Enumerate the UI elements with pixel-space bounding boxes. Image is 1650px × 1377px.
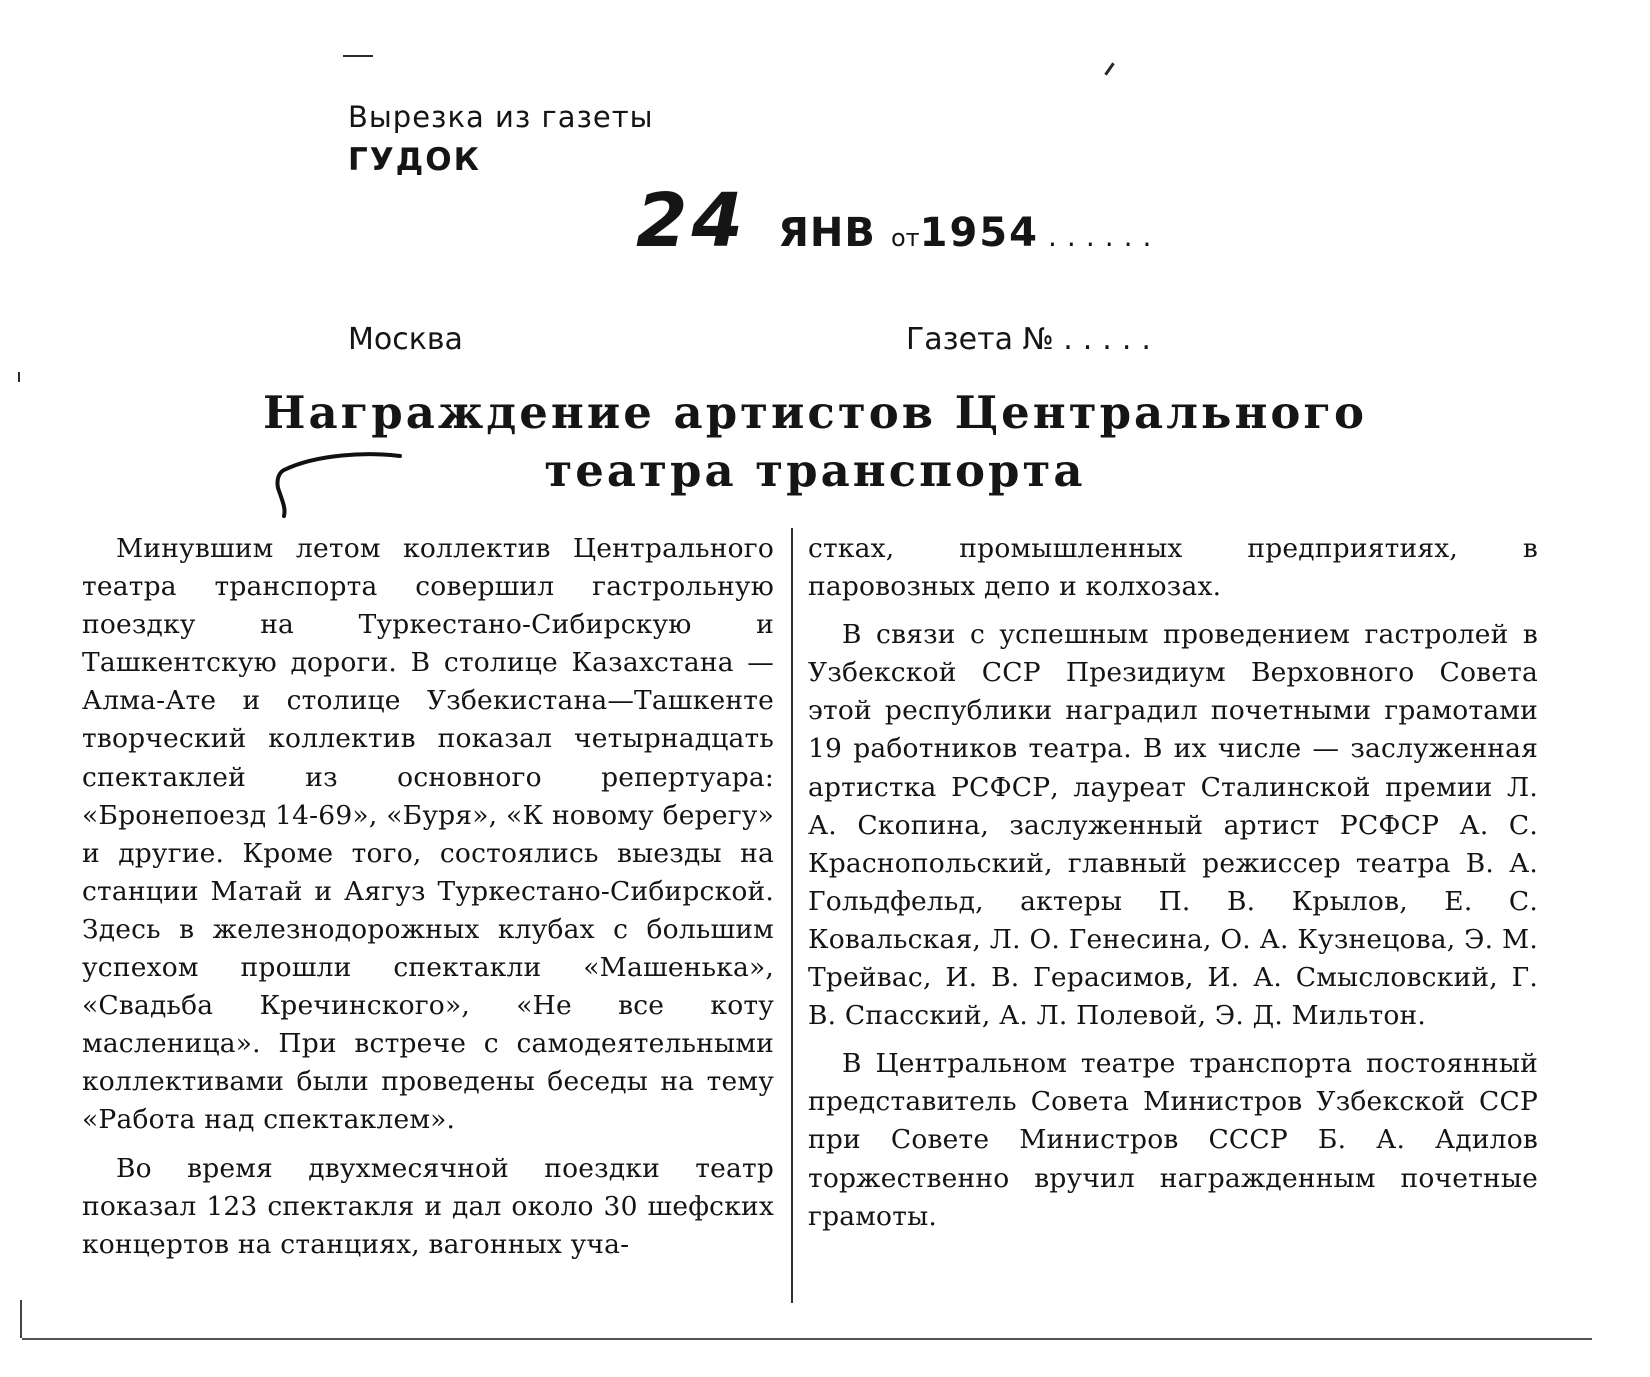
article-paragraph: стках, промышленных предприятиях, в паровозных депо и колхозах. xyxy=(808,533,1538,603)
pencil-mark-icon xyxy=(272,448,402,518)
issue-dots: ..... xyxy=(1063,322,1161,357)
date-year: 1954 xyxy=(919,210,1039,256)
article-paragraph: В Центральном театре транспорта постоянный представитель Совета Министров Узбекской ССР при Совете Министров СССР Б. А. Адилов торжественно вручил награжденным почетные грамоты. xyxy=(808,1048,1538,1232)
date-day: 24 xyxy=(636,178,747,264)
clipping-label: Вырезка из газеты xyxy=(348,100,654,134)
article-headline xyxy=(240,384,1390,500)
bottom-rule xyxy=(22,1338,1592,1340)
date-month: ЯНВ xyxy=(778,210,876,256)
article-paragraph: В связи с успешным проведением гастролей в Узбекской ССР Президиум Верховного Совета этой республики наградил почетными грамотами 19 работников театра. В их числе — заслуженная артистка РСФСР, лауреат Сталинской премии Л. А. Скопина, заслуженный артист РСФСР А. С. Краснопольский, главный режиссер театра В. А. Гольдфельд, актеры П. В. Крылов, Е. С. Ковальская, Л. О. Генесина, О. А. Кузнецова, Э. М. Трейвас, И. В. Герасимов, И. А. Смысловский, Г. В. Спасский, А. Л. Полевой, Э. Д. Мильтон. xyxy=(808,619,1538,1032)
scan-edge-mark xyxy=(18,372,20,382)
date-dots: ...... xyxy=(1048,220,1162,253)
article-paragraph: Во время двухмесячной поездки театр показал 123 спектакля и дал около 30 шефских концертов на станциях, вагонных уча- xyxy=(82,1152,774,1260)
scan-tick-mark xyxy=(1104,62,1114,75)
article-column-left xyxy=(82,530,774,1274)
bottom-left-edge xyxy=(20,1300,22,1338)
headline-line-2: театра транспорта xyxy=(544,444,1086,497)
column-divider xyxy=(791,528,793,1303)
headline-line-1: Награждение артистов Центрального xyxy=(262,386,1368,439)
date-stamp xyxy=(636,178,1161,278)
date-from-label: от xyxy=(890,224,920,252)
article-column-right xyxy=(808,530,1538,1246)
article-paragraph: Минувшим летом коллектив Центрального театра транспорта совершил гастрольную поездку на Туркестано-Сибирскую и Ташкентскую дороги. В столице Казахстана — Алма-Ате и столице Узбекистана—Ташкенте творческий коллектив показал четырнадцать спектаклей из основного репертуара: «Бронепоезд 14-69», «Буря», «К новому берегу» и другие. Кроме того, состоялись выезды на станции Матай и Аягуз Туркестано-Сибирской. Здесь в железнодорожных клубах с большим успехом прошли спектакли «Машенька», «Свадьба Кречинского», «Не все коту масленица». При встрече с самодеятельными коллективами были проведены беседы на тему «Работа над спектаклем». xyxy=(82,533,774,1136)
newspaper-name: ГУДОК xyxy=(348,142,481,178)
city-label: Москва xyxy=(348,322,463,357)
issue-label: Газета № xyxy=(906,322,1054,357)
scan-dash-mark xyxy=(343,55,373,57)
issue-number-field xyxy=(906,322,1161,357)
